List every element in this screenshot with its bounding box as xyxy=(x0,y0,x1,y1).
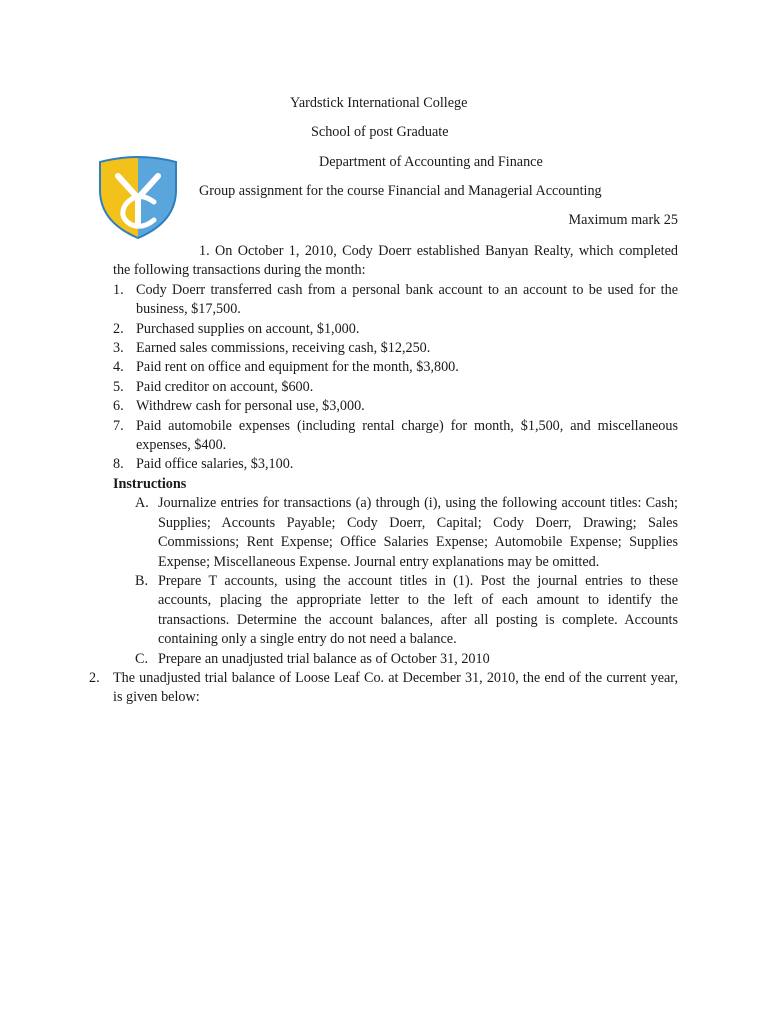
item-text: Paid creditor on account, $600. xyxy=(136,378,314,395)
school-name: School of post Graduate xyxy=(311,124,449,140)
transaction-list xyxy=(113,281,678,475)
list-item xyxy=(113,281,678,320)
question-number: 2. xyxy=(89,669,100,686)
item-text: Cody Doerr transferred cash from a personal bank account to an account to be used for the business, $17,500. xyxy=(136,281,678,318)
item-letter: A. xyxy=(135,495,149,512)
list-item xyxy=(113,417,678,456)
maximum-mark: Maximum mark 25 xyxy=(568,212,678,228)
item-text: Withdrew cash for personal use, $3,000. xyxy=(136,398,365,415)
item-text: Purchased supplies on account, $1,000. xyxy=(136,320,360,337)
item-number: 3. xyxy=(113,340,124,357)
item-letter: B. xyxy=(135,572,149,589)
item-number: 7. xyxy=(113,417,124,434)
item-text: Prepare an unadjusted trial balance as of October 31, 2010 xyxy=(158,650,490,667)
course-title: Group assignment for the course Financial and Managerial Accounting xyxy=(199,183,602,199)
instructions-list xyxy=(113,494,678,669)
item-text: Paid automobile expenses (including rental charge) for month, $1,500, and miscellaneous expenses, $400. xyxy=(136,417,678,454)
yc-shield-logo-icon xyxy=(96,156,180,240)
item-number: 6. xyxy=(113,398,124,415)
list-item xyxy=(113,494,678,572)
list-item xyxy=(113,339,678,358)
list-item xyxy=(113,320,678,339)
item-number: 1. xyxy=(113,281,124,298)
instructions-heading: Instructions xyxy=(113,475,187,492)
department-name: Department of Accounting and Finance xyxy=(319,154,543,170)
question-2 xyxy=(89,669,678,708)
list-item xyxy=(113,358,678,377)
college-name: Yardstick International College xyxy=(290,95,468,111)
question-1-intro: 1. On October 1, 2010, Cody Doerr established Banyan Realty, which completed the following transactions during the month: xyxy=(113,243,678,279)
item-text: Journalize entries for transactions (a) through (i), using the following account titles: Cash; Supplies; Accounts Payable; Cody Doerr, Capital; Cody Doerr, Drawing; Sales Commissions; Rent Expense; Office Salaries Expense; Automobile Expense; Supplies Expense; Miscellaneous Expense. Journal entry explanations may be omitted. xyxy=(158,495,678,570)
document-body xyxy=(89,242,678,708)
list-item xyxy=(113,397,678,416)
item-text: Prepare T accounts, using the account titles in (1). Post the journal entries to these accounts, placing the appropriate letter to the left of each amount to identify the transactions. Determine the account balances, after all posting is complete. Accounts containing only a single entry do not need a balance. xyxy=(158,572,678,648)
item-text: Paid rent on office and equipment for the month, $3,800. xyxy=(136,359,459,376)
item-number: 2. xyxy=(113,320,124,337)
item-number: 5. xyxy=(113,378,124,395)
list-item xyxy=(113,572,678,650)
item-text: Paid office salaries, $3,100. xyxy=(136,456,294,473)
item-text: Earned sales commissions, receiving cash, $12,250. xyxy=(136,340,431,357)
item-number: 8. xyxy=(113,456,124,473)
list-item xyxy=(113,455,678,474)
list-item xyxy=(113,378,678,397)
list-item xyxy=(113,650,678,669)
item-number: 4. xyxy=(113,359,124,376)
question-2-text: The unadjusted trial balance of Loose Leaf Co. at December 31, 2010, the end of the current year, is given below: xyxy=(113,669,678,706)
item-letter: C. xyxy=(135,650,149,667)
